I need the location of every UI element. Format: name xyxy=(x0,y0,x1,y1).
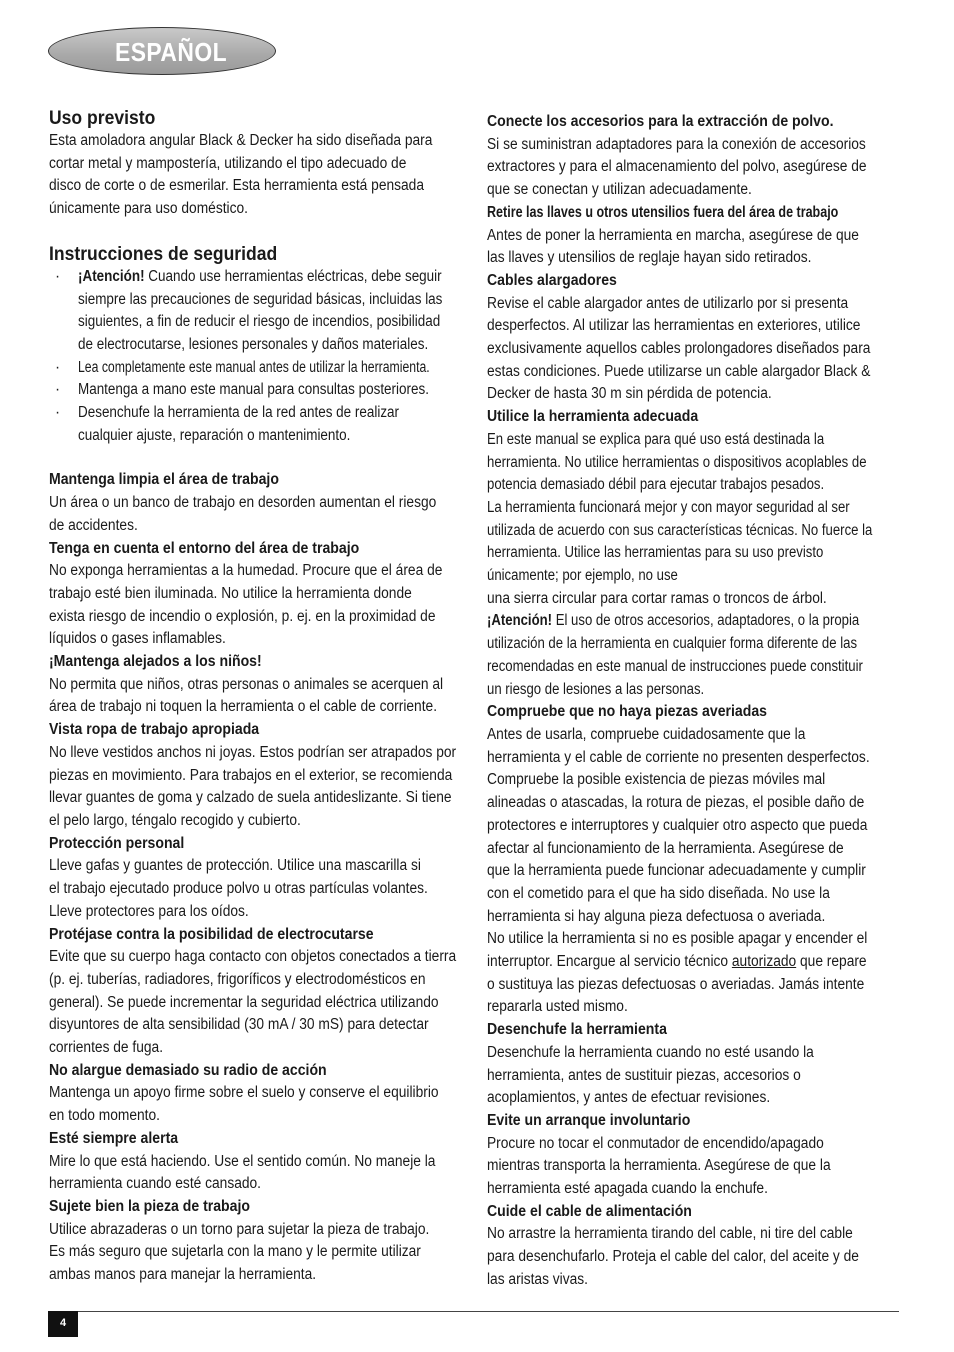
subsection-title: No alargue demasiado su radio de acción xyxy=(49,1061,327,1079)
text-line: siempre las precauciones de seguridad básicas, incluidas las xyxy=(78,290,443,308)
subsection-title: Conecte los accesorios para la extracción de polvo. xyxy=(487,113,834,130)
section-cables xyxy=(487,270,902,406)
text-line: acoplamientos, y antes de efectuar revisiones. xyxy=(487,1089,771,1107)
text-line: exista riesgo de incendio o explosión, p. ej. en la proximidad de xyxy=(49,607,436,625)
warning-label: ¡Atención! xyxy=(487,612,553,630)
section-herramienta-adecuada xyxy=(487,406,902,701)
text-line: No utilice la herramienta si no es posible apagar y encender el xyxy=(487,930,868,948)
text-line: Lleve protectores para los oídos. xyxy=(49,902,249,920)
section-alerta xyxy=(49,1128,469,1196)
text-line: Desenchufe la herramienta de la red antes de realizar xyxy=(78,404,400,422)
text-line: siguientes, a fin de reducir el riesgo de incendios, posibilidad xyxy=(78,313,441,331)
section-desenchufe xyxy=(487,1019,902,1110)
text-line: que repare xyxy=(796,953,867,971)
text-line: Esta amoladora angular Black & Decker ha sido diseñada para xyxy=(49,132,433,149)
section-ninos xyxy=(49,651,469,719)
subsection-title: Mantenga limpia el área de trabajo xyxy=(49,471,279,489)
text-line: las llaves y utensilios de reglaje hayan sido retirados. xyxy=(487,249,812,267)
section-arranque xyxy=(487,1110,902,1201)
text-line: herramienta si hay alguna pieza defectuosa o averiada. xyxy=(487,907,826,925)
text-line: trabajo esté bien iluminada. No utilice la herramienta donde xyxy=(49,584,412,602)
text-line: Lleve gafas y guantes de protección. Utilice una mascarilla si xyxy=(49,857,421,875)
subsection-title: Compruebe que no haya piezas averiadas xyxy=(487,703,768,721)
subsection-title: ¡Mantenga alejados a los niños! xyxy=(49,653,262,671)
subsection-title: Sujete bien la pieza de trabajo xyxy=(49,1197,250,1215)
text-line: área de trabajo ni toquen la herramienta o el cable de corriente. xyxy=(49,698,438,716)
text-line: El uso de otros accesorios, adaptadores, o la propia xyxy=(552,612,860,630)
subsection-title: Protección personal xyxy=(49,834,185,852)
text-line: únicamente; por ejemplo, no use xyxy=(487,567,678,585)
text-line: Mire lo que está haciendo. Use el sentido común. No maneje la xyxy=(49,1152,436,1170)
section-llaves xyxy=(487,202,902,270)
section-piezas-averiadas xyxy=(487,701,902,1019)
text-line: afectar al funcionamiento de la herramienta. Asegúrese de xyxy=(487,839,844,857)
text-line: cortar metal y mampostería, utilizando el tipo adecuado de xyxy=(49,154,407,172)
subsection-title: Esté siempre alerta xyxy=(49,1129,179,1147)
text-line: cualquier ajuste, reparación o mantenimiento. xyxy=(78,426,351,444)
text-line: en todo momento. xyxy=(49,1107,160,1125)
text-line: una sierra circular para cortar ramas o troncos de árbol. xyxy=(487,589,827,607)
underlined-word: autorizado xyxy=(731,953,797,971)
section-polvo xyxy=(487,111,902,202)
text-line: Revise el cable alargador antes de utilizarlo por si presenta xyxy=(487,294,849,312)
text-line: Desenchufe la herramienta cuando no esté usando la xyxy=(487,1043,814,1061)
bullet: · xyxy=(55,267,61,285)
subsection-title: Retire las llaves u otros utensilios fuera del área de trabajo xyxy=(487,203,839,221)
text-line: Procure no tocar el conmutador de encendido/apagado xyxy=(487,1134,824,1152)
text-line: ambas manos para manejar la herramienta. xyxy=(49,1266,317,1284)
section-title: Instrucciones de seguridad xyxy=(49,242,278,265)
text-line: líquidos o gases inflamables. xyxy=(49,630,226,648)
section-proteccion xyxy=(49,833,469,924)
text-line: En este manual se explica para qué uso está destinada la xyxy=(487,430,825,448)
safety-list xyxy=(49,266,469,448)
text-line: herramienta esté apagada cuando la enchufe. xyxy=(487,1180,768,1198)
text-line: herramienta. Utilice las herramientas para su uso previsto xyxy=(487,544,824,562)
section-radio-accion xyxy=(49,1060,469,1128)
text-line: No arrastre la herramienta tirando del cable, ni tire del cable xyxy=(487,1225,853,1243)
subsection-title: Protéjase contra la posibilidad de electrocutarse xyxy=(49,925,374,943)
text-line: disyuntores de alta sensibilidad (30 mA / 30 mS) para detectar xyxy=(49,1016,429,1034)
text-line: No lleve vestidos anchos ni joyas. Estos podrían ser atrapados por xyxy=(49,743,457,761)
left-column xyxy=(49,106,469,1287)
text-line: exclusivamente aquellos cables prolongadores diseñados para xyxy=(487,340,871,358)
text-line: Evite que su cuerpo haga contacto con objetos conectados a tierra xyxy=(49,948,457,966)
right-column xyxy=(487,111,902,1292)
text-line: de accidentes. xyxy=(49,516,138,534)
text-line: extractores y para el almacenamiento del polvo, asegúrese de xyxy=(487,158,867,176)
text-line: el pelo largo, téngalo recogido y cubierto. xyxy=(49,811,301,829)
subsection-title: Evite un arranque involuntario xyxy=(487,1111,691,1129)
page-number: 4 xyxy=(48,1311,78,1337)
section-ropa xyxy=(49,719,469,833)
text-line: Decker de hasta 30 m sin pérdida de potencia. xyxy=(487,385,772,403)
bullet: · xyxy=(55,404,61,422)
text-line: un riesgo de lesiones a las personas. xyxy=(487,680,705,698)
text-line: general). Se puede incrementar la seguridad eléctrica utilizando xyxy=(49,993,439,1011)
text-line: Un área o un banco de trabajo en desorden aumentan el riesgo xyxy=(49,494,437,512)
text-line: estas condiciones. Puede utilizarse un cable alargador Black & xyxy=(487,362,871,380)
subsection-title: Vista ropa de trabajo apropiada xyxy=(49,721,260,739)
text-line: alineadas o atascadas, la rotura de piezas, el posible daño de xyxy=(487,794,865,812)
list-item xyxy=(49,266,469,357)
text-line: Mantenga a mano este manual para consultas posteriores. xyxy=(78,381,429,399)
section-entorno xyxy=(49,538,469,652)
list-item xyxy=(49,402,469,447)
text-line: La herramienta funcionará mejor y con mayor seguridad al ser xyxy=(487,498,850,516)
text-line: únicamente para uso doméstico. xyxy=(49,200,248,218)
text-line: herramienta. No utilice herramientas o dispositivos acoplables de xyxy=(487,453,867,471)
text-line: Mantenga un apoyo firme sobre el suelo y conserve el equilibrio xyxy=(49,1084,439,1102)
subsection-title: Desenchufe la herramienta xyxy=(487,1021,667,1039)
section-pieza xyxy=(49,1196,469,1287)
text-line: o sustituya las piezas defectuosas o averiadas. Jamás intente xyxy=(487,975,865,993)
text-line: (p. ej. tuberías, radiadores, frigoríficos y electrodomésticos en xyxy=(49,970,426,988)
text-line: Si se suministran adaptadores para la conexión de accesorios xyxy=(487,135,866,153)
section-area-limpia xyxy=(49,469,469,537)
text-line: Utilice abrazaderas o un torno para sujetar la pieza de trabajo. xyxy=(49,1220,430,1238)
text-line: No exponga herramientas a la humedad. Procure que el área de xyxy=(49,562,443,580)
text-line: piezas en movimiento. Para trabajos en el exterior, se recomienda xyxy=(49,766,453,784)
subsection-title: Cables alargadores xyxy=(487,271,617,289)
list-item xyxy=(49,357,469,380)
text-line: No permita que niños, otras personas o animales se acerquen al xyxy=(49,675,444,693)
text-line: las aristas vivas. xyxy=(487,1270,588,1288)
text-line: con el cometido para el que ha sido diseñada. No use la xyxy=(487,884,830,902)
text-line: llevar guantes de goma y calzado de suela antideslizante. Si tiene xyxy=(49,789,452,807)
subsection-title: Utilice la herramienta adecuada xyxy=(487,408,699,426)
section-title: Uso previsto xyxy=(49,107,156,129)
subsection-title: Cuide el cable de alimentación xyxy=(487,1202,692,1220)
text-line: corrientes de fuga. xyxy=(49,1039,164,1057)
language-badge xyxy=(48,27,276,75)
section-uso-previsto xyxy=(49,106,469,221)
text-line: herramienta, antes de sustituir piezas, accesorios o xyxy=(487,1066,801,1084)
text-line: Es más seguro que sujetarla con la mano y le permite utilizar xyxy=(49,1243,421,1261)
text-line: herramienta y el cable de corriente no presenten desperfectos. xyxy=(487,748,870,766)
bullet: · xyxy=(55,381,61,399)
text-line: mientras transporta la herramienta. Asegúrese de que la xyxy=(487,1157,831,1175)
footer-divider xyxy=(48,1311,899,1312)
text-line: protectores e interruptores y cualquier otro aspecto que pueda xyxy=(487,816,868,834)
text-line: el trabajo ejecutado produce polvo u otras partículas volantes. xyxy=(49,880,428,898)
text-line: Lea completamente este manual antes de utilizar la herramienta. xyxy=(78,358,430,376)
text-line: utilizada de acuerdo con sus características técnicas. No fuerce la xyxy=(487,521,873,539)
section-instrucciones xyxy=(49,242,469,448)
text-line: disco de corte o de esmerilar. Esta herramienta está pensada xyxy=(49,177,424,195)
text-line: Compruebe la posible existencia de piezas móviles mal xyxy=(487,771,826,789)
text-line: que se conectan y utilizan adecuadamente. xyxy=(487,181,752,199)
section-electrocutarse xyxy=(49,924,469,1060)
language-label: ESPAÑOL xyxy=(115,37,227,67)
section-cable xyxy=(487,1201,902,1292)
bullet: · xyxy=(55,358,61,376)
text-line: herramienta cuando esté cansado. xyxy=(49,1175,262,1193)
text-line: utilización de la herramienta en cualquier forma diferente de las xyxy=(487,635,858,653)
text-line: Antes de poner la herramienta en marcha, asegúrese de que xyxy=(487,226,859,244)
text-line: repararla usted mismo. xyxy=(487,998,628,1016)
text-line: interruptor. Encargue al servicio técnico xyxy=(487,953,732,971)
text-line: Antes de usarla, compruebe cuidadosamente que la xyxy=(487,725,806,743)
list-item xyxy=(49,379,469,402)
text-line: Cuando use herramientas eléctricas, debe seguir xyxy=(144,267,442,285)
text-line: recomendadas en este manual de instrucciones puede constituir xyxy=(487,657,863,675)
text-line: desperfectos. Al utilizar las herramientas en exteriores, utilice xyxy=(487,317,861,335)
subsection-title: Tenga en cuenta el entorno del área de trabajo xyxy=(49,539,360,557)
text-line: que la herramienta puede funcionar adecuadamente y cumplir xyxy=(487,862,866,880)
text-line: para desenchufarlo. Proteja el cable del calor, del aceite y de xyxy=(487,1248,859,1266)
warning-label: ¡Atención! xyxy=(78,267,145,285)
text-line: potencia demasiado débil para ejecutar trabajos pesados. xyxy=(487,476,825,494)
text-line: de electrocutarse, lesiones personales y daños materiales. xyxy=(78,335,429,353)
